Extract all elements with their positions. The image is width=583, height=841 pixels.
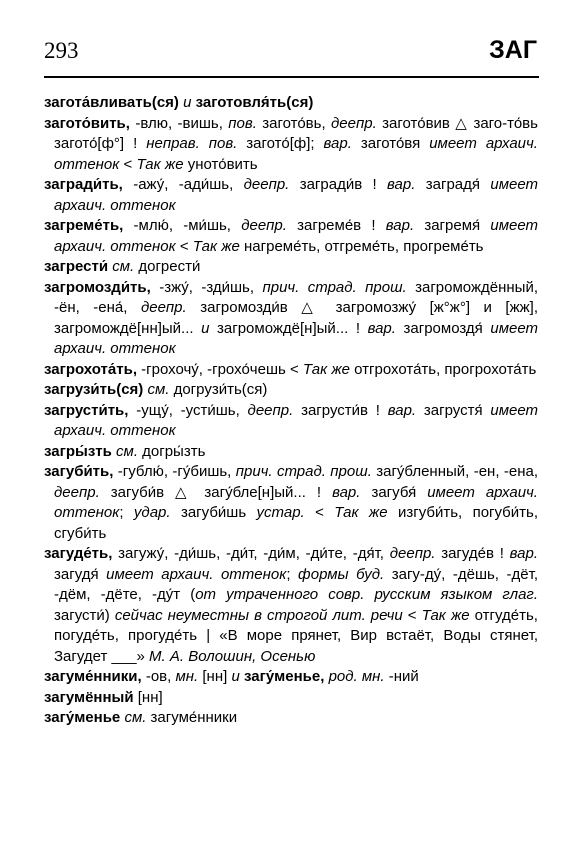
headword: загуби́ть,: [44, 463, 114, 480]
label-italic: вар.: [367, 319, 396, 337]
entry-text: загото́вь,: [256, 114, 332, 132]
label-italic: от утраченного совр. русским языком глаг.: [195, 586, 538, 603]
entry-text: -ажу́, -ади́шь,: [122, 176, 244, 193]
entry-text: догрести́: [134, 258, 201, 275]
label-italic: см.: [112, 258, 135, 275]
label-italic: имеет архаич. оттенок: [54, 217, 539, 255]
entry-text: загремя́: [414, 217, 491, 234]
label-italic: вар.: [332, 483, 361, 501]
entry-text: ;: [119, 504, 134, 521]
label-italic: Так же: [192, 237, 240, 255]
entry-text: -грохочу́, -грохо́чешь <: [136, 360, 303, 378]
entry-text: -зжу́, -зди́шь,: [150, 278, 263, 296]
label-italic: деепр.: [389, 545, 436, 562]
entry-text: [нн]: [198, 668, 232, 685]
entry-text: загото́вя: [351, 135, 430, 152]
label-italic: имеет архаич. оттенок: [54, 135, 538, 173]
label-italic: вар.: [323, 135, 352, 152]
label-italic: деепр.: [247, 401, 294, 419]
entry-text: загуби́в △ загу́бле[н]ый... !: [99, 483, 333, 501]
dictionary-entry: [44, 688, 538, 709]
entry-text: нагреме́ть, отгреме́ть, прогреме́ть: [239, 237, 484, 255]
entry-text: загрустя́: [416, 401, 491, 419]
dictionary-entry: [44, 114, 538, 176]
dictionary-entry: [44, 667, 538, 688]
entry-text: загуде́в !: [435, 545, 510, 562]
entry-text: заградя́: [415, 176, 491, 193]
label-italic: вар.: [387, 176, 416, 193]
entry-text: загото́[ф];: [237, 135, 324, 152]
label-italic: см.: [116, 442, 138, 460]
label-italic: имеет архаич. оттенок: [54, 319, 538, 357]
entry-text: загуби́шь: [170, 504, 257, 521]
label-italic: имеет архаич. оттенок: [54, 483, 538, 521]
headword: загото́вить,: [44, 114, 130, 132]
label-italic: деепр.: [241, 217, 287, 234]
dictionary-entry: [44, 175, 538, 216]
entry-text: загуме́нники: [146, 709, 238, 726]
entry-text: загромождё[н]ый... !: [209, 319, 368, 337]
label-italic: Так же: [302, 360, 350, 378]
headword: загреме́ть,: [44, 217, 124, 234]
headword: загради́ть,: [44, 176, 123, 193]
headword: заготовля́ть(ся): [195, 94, 314, 111]
dictionary-entry: [44, 708, 538, 729]
entry-text: загради́в !: [289, 176, 388, 193]
label-italic: и: [201, 319, 210, 337]
headword: загуме́нники,: [44, 668, 142, 685]
dictionary-entry: [44, 278, 538, 360]
entry-text: отгуде́ть, погуде́ть, прогуде́ть | «В море прянет, Вир встаёт, Воды стянет, Загудет ___»: [54, 606, 538, 665]
entry-text: загромозди́в △ загромозжу́ [ж°ж°] и [жж], загромождё[нн]ый...: [54, 299, 538, 337]
entry-text: изгуби́ть, погуби́ть, сгуби́ть: [54, 504, 538, 542]
label-italic: прич. страд. прош.: [262, 278, 407, 296]
entry-text: отгрохота́ть, прогрохота́ть: [349, 360, 537, 378]
headword: загрусти́ть,: [44, 401, 129, 419]
label-italic: деепр.: [243, 176, 290, 193]
label-italic: вар.: [387, 401, 417, 419]
label-italic: см.: [124, 709, 147, 726]
headword: загрузи́ть(ся): [44, 381, 144, 398]
label-italic: имеет архаич. оттенок: [54, 401, 538, 439]
dictionary-entry: [44, 544, 538, 667]
headword: загрести́: [44, 258, 109, 275]
label-italic: род. мн.: [328, 668, 385, 685]
entry-text: <: [119, 155, 137, 173]
running-head: ЗАГ: [489, 36, 537, 64]
label-italic: М. А. Волошин, Осенью: [149, 647, 316, 665]
header-rule: [44, 76, 539, 78]
label-italic: Так же: [334, 504, 388, 521]
entry-text: загото́вив △ заго-то́вь загото́[ф°] !: [54, 114, 538, 152]
entry-text: уното́вить: [183, 155, 258, 173]
label-italic: сейчас неуместны в строгой лит. речи: [114, 606, 403, 624]
label-italic: деепр.: [331, 114, 377, 132]
label-italic: вар.: [509, 545, 538, 562]
label-italic: Так же: [421, 606, 470, 624]
dictionary-entry: [44, 401, 538, 442]
entry-text: -влю, -вишь,: [129, 114, 229, 132]
headword: загота́вливать(ся): [44, 94, 179, 111]
entry-text: -ний: [384, 668, 419, 685]
entry-text: загреме́в !: [286, 217, 386, 234]
label-italic: устар.: [256, 504, 305, 521]
entry-text: догрузи́ть(ся): [169, 381, 268, 398]
label-italic: и: [178, 94, 196, 111]
entry-text: догры́зть: [137, 442, 206, 460]
label-italic: имеет архаич. оттенок: [54, 176, 538, 214]
label-italic: и: [231, 668, 240, 685]
entry-text: -ов,: [141, 668, 176, 685]
dictionary-entry: [44, 380, 538, 401]
label-italic: пов.: [228, 114, 257, 132]
entry-text: загусти́): [54, 606, 115, 624]
entry-text: загужу́, -ди́шь, -ди́т, -ди́м, -ди́те, -дя́т,: [112, 545, 390, 562]
label-italic: прич. страд. прош.: [235, 463, 372, 480]
headword: загу́менье: [44, 709, 121, 726]
entry-text: загрусти́в !: [293, 401, 388, 419]
entry-text: загу́бленный, -ен, -ена,: [371, 463, 538, 480]
headword: загумённый: [44, 688, 134, 706]
dictionary-entry: [44, 216, 538, 257]
headword: загромозди́ть,: [44, 278, 151, 296]
entry-text: загубя́: [360, 483, 428, 501]
dictionary-entry: [44, 462, 538, 544]
page-number: 293: [44, 38, 79, 63]
label-italic: вар.: [385, 217, 415, 234]
entry-text: [нн]: [133, 688, 163, 706]
dictionary-entries: [44, 93, 538, 729]
entry-text: -ущу́, -усти́шь,: [128, 401, 248, 419]
label-italic: Так же: [136, 155, 184, 173]
entry-text: ;: [286, 565, 299, 583]
label-italic: формы буд.: [298, 565, 385, 583]
entry-text: загромоздя́: [395, 319, 491, 337]
entry-text: загудя́: [54, 565, 107, 583]
entry-text: -млю́, -ми́шь,: [123, 217, 242, 234]
headword: загу́менье,: [243, 668, 325, 685]
dictionary-entry: [44, 257, 538, 278]
entry-text: <: [402, 606, 422, 624]
entry-text: загу-ду́, -дёшь, -дёт, -дём, -дёте, -ду́т (: [54, 565, 538, 603]
label-italic: деепр.: [140, 299, 187, 316]
label-italic: имеет архаич. оттенок: [106, 565, 287, 583]
entry-text: <: [175, 237, 193, 255]
dictionary-entry: [44, 93, 538, 114]
label-italic: неправ. пов.: [146, 135, 238, 152]
dictionary-entry: [44, 360, 538, 381]
label-italic: деепр.: [54, 483, 100, 501]
label-italic: удар.: [133, 504, 171, 521]
headword: загры́зть: [44, 442, 112, 460]
entry-text: <: [304, 504, 335, 521]
label-italic: мн.: [175, 668, 199, 685]
headword: загуде́ть,: [44, 545, 113, 562]
entry-text: -гублю́, -гу́бишь,: [113, 463, 236, 480]
label-italic: см.: [147, 381, 170, 398]
dictionary-entry: [44, 442, 538, 463]
entry-text: загромождённый, -ён, -ена́,: [54, 278, 539, 316]
headword: загрохота́ть,: [44, 360, 137, 378]
